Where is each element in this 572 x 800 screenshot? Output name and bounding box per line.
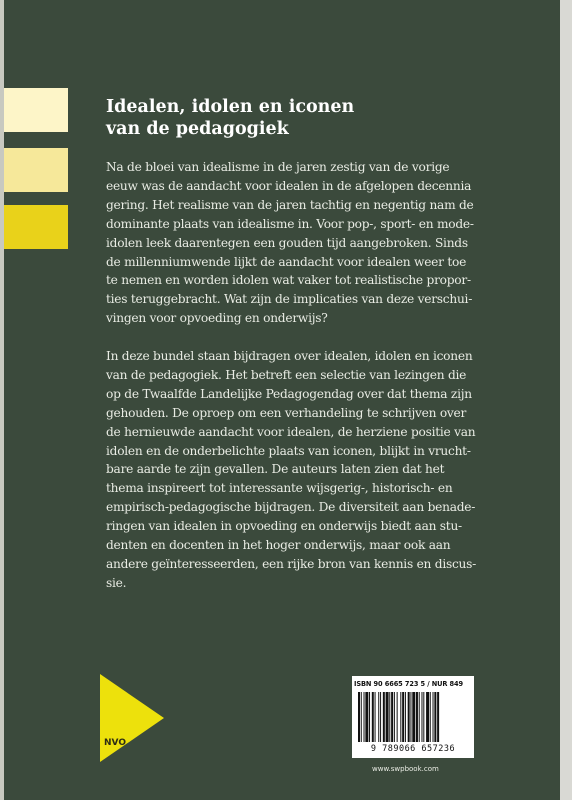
- text-line: empirisch-pedagogische bijdragen. De diversiteit aan benade-: [106, 500, 476, 515]
- website-url: www.swpbook.com: [372, 765, 439, 773]
- text-line: andere geïnteresseerden, een rijke bron van kennis en discus-: [106, 556, 477, 571]
- isbn-text: ISBN 90 6665 723 5 / NUR 849: [354, 680, 464, 688]
- text-line: gering. Het realisme van de jaren tachtig en negentig nam de: [106, 197, 474, 212]
- title-line-2: van de pedagogiek: [106, 119, 289, 139]
- blurb-paragraph-2: [106, 347, 488, 593]
- text-line: idolen en de onderbelichte plaats van iconen, blijkt in vrucht-: [106, 443, 471, 458]
- publisher-triangle-logo: [100, 674, 164, 762]
- text-line: thema inspireert tot interessante wijsgerig-, historisch- en: [106, 481, 453, 496]
- barcode-icon: [358, 692, 468, 742]
- text-line: bare aarde te zijn gevallen. De auteurs laten zien dat het: [106, 462, 445, 477]
- publisher-name: NVO: [104, 738, 126, 748]
- text-line: Na de bloei van idealisme in de jaren zestig van de vorige: [106, 160, 450, 174]
- text-line: van de pedagogiek. Het betreft een selectie van lezingen die: [106, 367, 467, 382]
- text-line: In deze bundel staan bijdragen over idealen, idolen en iconen: [106, 349, 473, 363]
- text-line: gehouden. De oproep om een verhandeling te schrijven over: [106, 405, 467, 420]
- barcode-digits: 9 789066 657236: [370, 744, 456, 754]
- text-line: ties teruggebracht. Wat zijn de implicaties van deze verschui-: [106, 292, 473, 307]
- text-line: eeuw was de aandacht voor idealen in de afgelopen decennia: [106, 178, 472, 193]
- text-line: sie.: [106, 575, 127, 590]
- color-band-light: [4, 88, 68, 132]
- blurb-paragraph-1: [106, 158, 488, 328]
- text-line: te nemen en worden idolen wat vaker tot realistische propor-: [106, 273, 471, 288]
- text-line: denten en docenten in het hoger onderwijs, maar ook aan: [106, 538, 451, 553]
- book-title: [106, 96, 486, 140]
- text-line: de hernieuwde aandacht voor idealen, de herziene positie van: [106, 424, 476, 439]
- barcode-label: [352, 676, 474, 758]
- back-cover: [4, 0, 560, 800]
- text-line: op de Twaalfde Landelijke Pedagogendag over dat thema zijn: [106, 386, 472, 401]
- color-band-medium: [4, 148, 68, 192]
- text-line: idolen leek daarentegen een gouden tijd aangebroken. Sinds: [106, 235, 468, 250]
- title-line-1: Idealen, idolen en iconen: [106, 97, 355, 117]
- text-line: de millenniumwende lijkt de aandacht voor idealen weer toe: [106, 254, 467, 269]
- text-line: vingen voor opvoeding en onderwijs?: [106, 311, 328, 326]
- text-line: dominante plaats van idealisme in. Voor pop-, sport- en mode-: [106, 216, 474, 231]
- text-line: ringen van idealen in opvoeding en onderwijs biedt aan stu-: [106, 519, 462, 534]
- color-band-yellow: [4, 205, 68, 249]
